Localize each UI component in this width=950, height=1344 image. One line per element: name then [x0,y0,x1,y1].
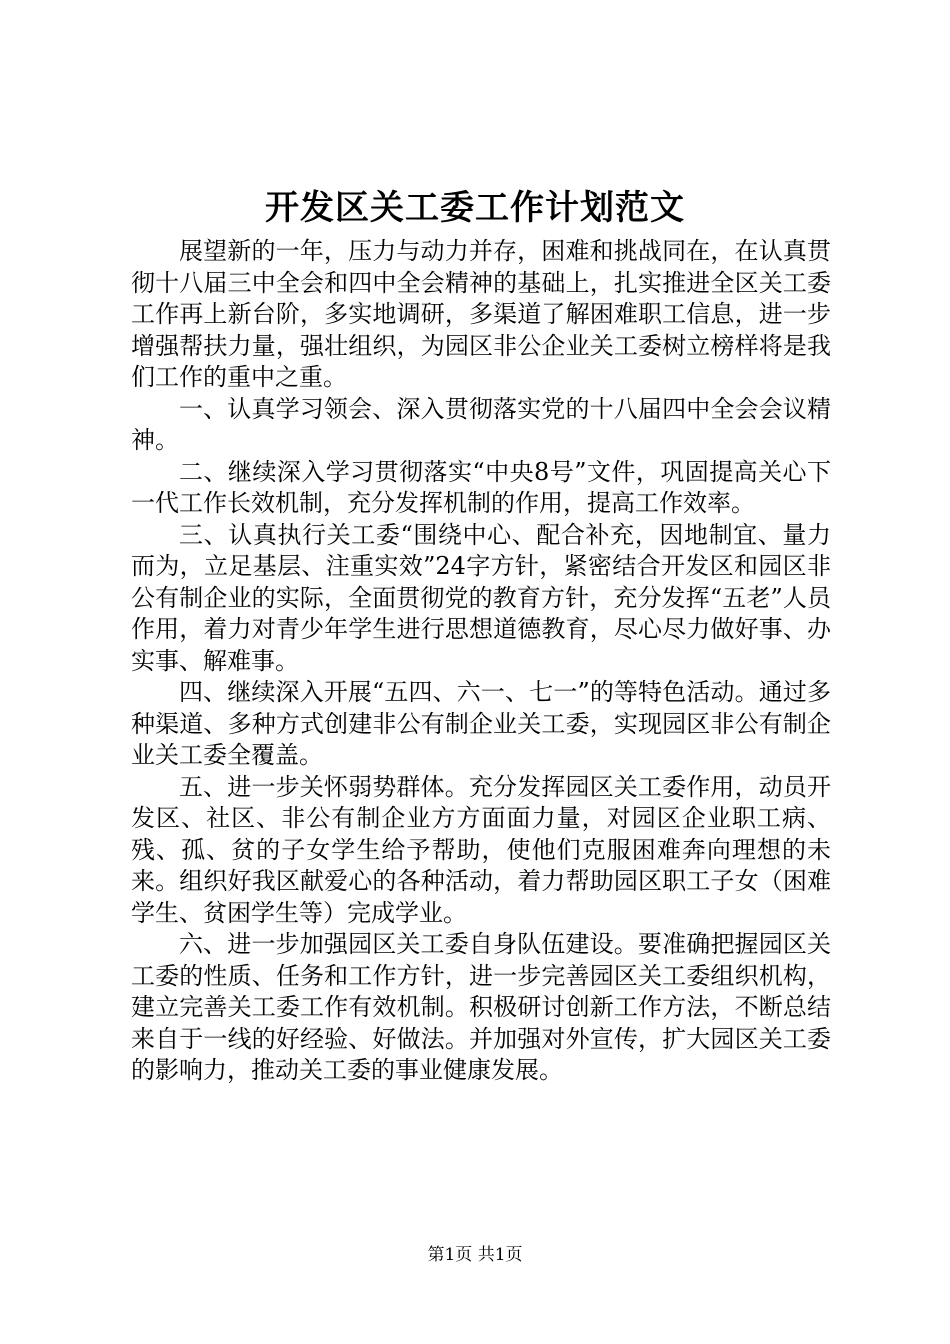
page-number-footer: 第1页 共1页 [427,1245,523,1265]
paragraph-item-4: 四、继续深入开展“五四、六一、七一”的等特色活动。通过多种渠道、多种方式创建非公有制企业关工委，实现园区非公有制企业关工委全覆盖。 [131,678,831,769]
paragraph-item-1: 一、认真学习领会、深入贯彻落实党的十八届四中全会会议精神。 [131,394,831,454]
paragraph-item-5: 五、进一步关怀弱势群体。充分发挥园区关工委作用，动员开发区、社区、非公有制企业方方面面力量，对园区企业职工病、残、孤、贫的子女学生给予帮助，使他们克服困难奔向理想的未来。组织好我区献爱心的各种活动，着力帮助园区职工子女（困难学生、贫困学生等）完成学业。 [131,772,831,927]
paragraph-item-3: 三、认真执行关工委“围绕中心、配合补充，因地制宜、量力而为，立足基层、注重实效”24字方针，紧密结合开发区和园区非公有制企业的实际，全面贯彻党的教育方针，充分发挥“五老”人员作用，着力对青少年学生进行思想道德教育，尽心尽力做好事、办实事、解难事。 [131,520,831,675]
document-body [131,236,831,1087]
paragraph-item-2: 二、继续深入学习贯彻落实“中央8号”文件，巩固提高关心下一代工作长效机制，充分发挥机制的作用，提高工作效率。 [131,457,831,517]
paragraph-item-6: 六、进一步加强园区关工委自身队伍建设。要准确把握园区关工委的性质、任务和工作方针，进一步完善园区关工委组织机构，建立完善关工委工作有效机制。积极研讨创新工作方法，不断总结来自于一线的好经验、好做法。并加强对外宣传，扩大园区关工委的影响力，推动关工委的事业健康发展。 [131,930,831,1084]
paragraph-intro: 展望新的一年，压力与动力并存，困难和挑战同在，在认真贯彻十八届三中全会和四中全会精神的基础上，扎实推进全区关工委工作再上新台阶，多实地调研，多渠道了解困难职工信息，进一步增强帮扶力量，强壮组织，为园区非公企业关工委树立榜样将是我们工作的重中之重。 [131,237,831,391]
document-title: 开发区关工委工作计划范文 [265,188,685,228]
